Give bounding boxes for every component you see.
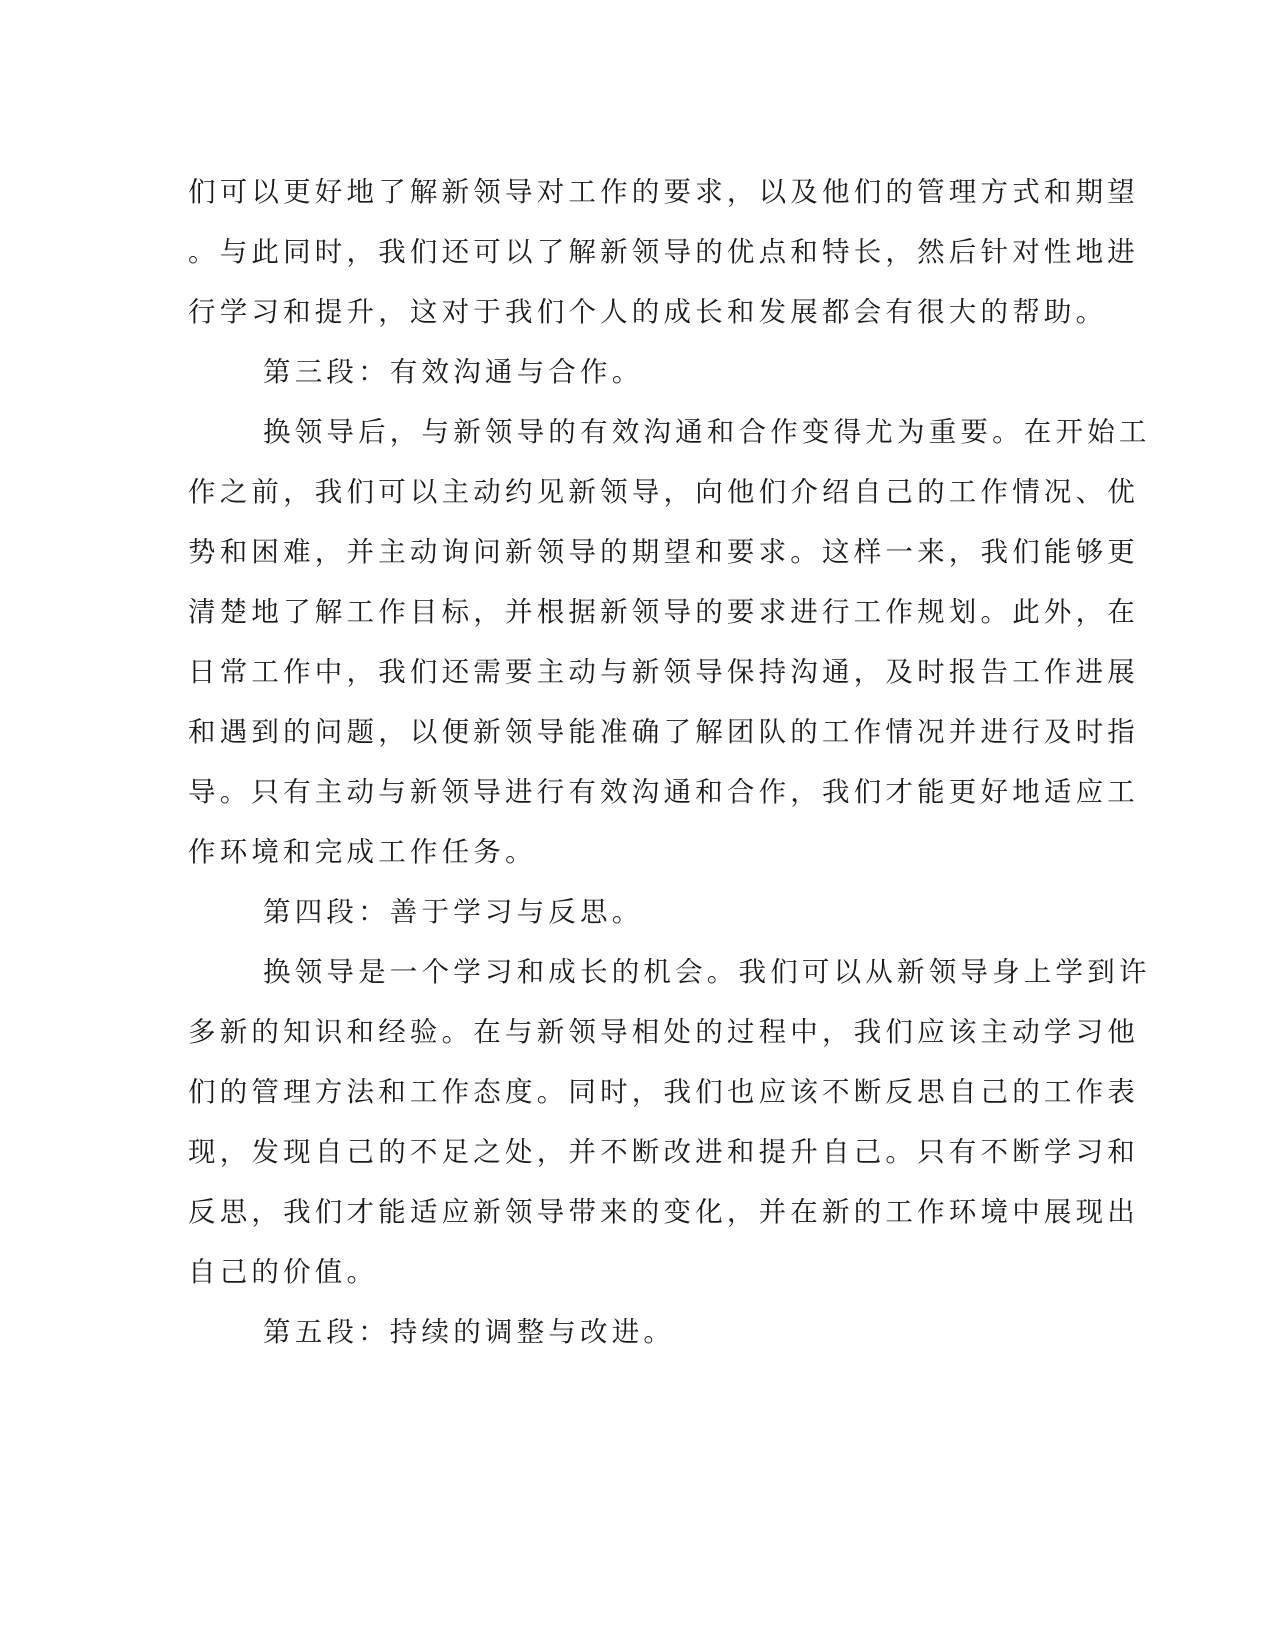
body-text xyxy=(188,162,1151,1362)
text-line: 清楚地了解工作目标，并根据新领导的要求进行工作规划。此外，在 xyxy=(188,596,1139,628)
text-line: 自己的价值。 xyxy=(188,1256,379,1288)
section-heading-3: 第三段：有效沟通与合作。 xyxy=(263,356,644,388)
text-line: 换领导后，与新领导的有效沟通和合作变得尤为重要。在开始工 xyxy=(263,416,1151,448)
text-line: 们可以更好地了解新领导对工作的要求，以及他们的管理方式和期望 xyxy=(188,176,1139,208)
text-line: 反思，我们才能适应新领导带来的变化，并在新的工作环境中展现出 xyxy=(188,1196,1139,1228)
text-line: 作之前，我们可以主动约见新领导，向他们介绍自己的工作情况、优 xyxy=(188,476,1139,508)
section-heading-5: 第五段：持续的调整与改进。 xyxy=(263,1316,676,1348)
text-line: 换领导是一个学习和成长的机会。我们可以从新领导身上学到许 xyxy=(263,956,1151,988)
text-line: 行学习和提升，这对于我们个人的成长和发展都会有很大的帮助。 xyxy=(188,296,1108,328)
section-heading-4: 第四段：善于学习与反思。 xyxy=(263,896,644,928)
text-line: 作环境和完成工作任务。 xyxy=(188,836,537,868)
text-line: 们的管理方法和工作态度。同时，我们也应该不断反思自己的工作表 xyxy=(188,1076,1139,1108)
text-line: 和遇到的问题，以便新领导能准确了解团队的工作情况并进行及时指 xyxy=(188,716,1139,748)
text-line: 势和困难，并主动询问新领导的期望和要求。这样一来，我们能够更 xyxy=(188,536,1139,568)
text-line: 日常工作中，我们还需要主动与新领导保持沟通，及时报告工作进展 xyxy=(188,656,1139,688)
text-line: 现，发现自己的不足之处，并不断改进和提升自己。只有不断学习和 xyxy=(188,1136,1139,1168)
text-line: 。与此同时，我们还可以了解新领导的优点和特长，然后针对性地进 xyxy=(188,236,1139,268)
text-line: 导。只有主动与新领导进行有效沟通和合作，我们才能更好地适应工 xyxy=(188,776,1139,808)
text-line: 多新的知识和经验。在与新领导相处的过程中，我们应该主动学习他 xyxy=(188,1016,1139,1048)
